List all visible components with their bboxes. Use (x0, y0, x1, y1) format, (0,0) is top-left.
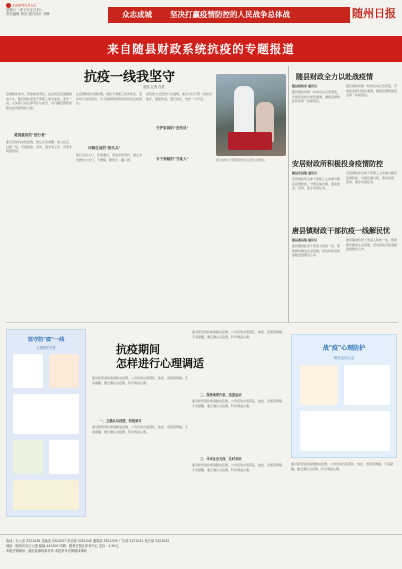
bottom-article-body-1: 面对新型冠状病毒肺炎疫情，公众容易出现紧张、焦虑、恐慌等情绪。专家提醒，要正确认识疫情，科学调适心理。 (92, 425, 188, 434)
volunteer-photo (216, 74, 286, 156)
main-article-para-3: 在疫情防控关键时期，财政干部职工放弃休息，坚持每天到岗到位，全力保障防控物资和资金及时到位。 (76, 92, 142, 105)
issue-weekday: 星期六 · 庚子年正月初八 (6, 8, 44, 12)
special-report-title: 来自随县财政系统抗疫的专题报道 (107, 42, 295, 56)
right-poster (291, 334, 397, 458)
left-poster-title: 坚守防"疫"一线 (27, 337, 65, 343)
right-article-3-title: 唐县镇财政干部抗疫一线解民忧 (292, 226, 390, 235)
main-article-byline: 随县 记者 作者 (143, 85, 165, 89)
column-divider (288, 66, 289, 322)
right-article-3-body-cont: 唐县镇财政所干部深入防控一线，帮助群众解决生活困难，把党和政府的温暖送到群众心中。 (346, 238, 398, 251)
bottom-article-body-2: 面对新型冠状病毒肺炎疫情，公众容易出现紧张、焦虑、恐慌等情绪。专家提醒，要正确认识疫情，科学调适心理。 (192, 330, 286, 339)
main-article-subhead-3: 守护家园的"宣传员" (156, 126, 189, 130)
left-poster-card-6 (13, 480, 79, 510)
left-poster-card-4 (13, 440, 43, 474)
main-article-subhead-1: 勇挑重担的"逆行者" (14, 133, 47, 137)
right-article-1-title: 随县财政全力以赴战疫情 (296, 72, 373, 81)
right-poster-card-3 (300, 411, 390, 451)
right-article-3-byline: 随县唐县镇 通讯员 (292, 238, 318, 242)
left-poster (6, 329, 86, 517)
right-bottom-body: 面对新型冠状病毒肺炎疫情，公众容易出现紧张、焦虑、恐慌等情绪。专家提醒，要正确认识疫情，科学调适心理。 (291, 462, 394, 471)
left-poster-card-3 (13, 394, 79, 434)
right-article-1-byline: 随县财政局 通讯员 (292, 84, 318, 88)
left-poster-card-5 (49, 440, 79, 474)
left-poster-subtitle: 心理防护手册 (36, 346, 56, 350)
right-poster-card-2 (344, 365, 390, 405)
bottom-article-subhead-3: 三、寻求社会支持，及时求助 (200, 457, 242, 461)
editor-credit: 责任编辑 何庆 版式设计 刘辉 (6, 12, 50, 17)
right-article-2-byline: 随县安居镇 通讯员 (292, 171, 318, 175)
bottom-article-body-4: 面对新型冠状病毒肺炎疫情，公众容易出现紧张、焦虑、恐慌等情绪。专家提醒，要正确认识疫情，科学调适心理。 (192, 463, 286, 472)
newspaper-logo: 随州日报 (352, 7, 396, 20)
footer-line-3: 本报法律顾问：湖北某律师事务所 本报常年法律顾问律师 (6, 549, 87, 553)
slogan-right: 坚决打赢疫情防控的人民战争总体战 (166, 7, 350, 23)
masthead-info (6, 3, 96, 33)
section-separator (6, 322, 398, 323)
right-article-1-body: 随县财政局第一时间启动应急预案，开辟资金拨付绿色通道，确保疫情防控资金第一时间到位。 (292, 90, 341, 103)
main-article-para-5: 深夜的卡点依然灯火通明，他们与村干部一起轮班值守，测量体温，登记信息，守护一方平安。 (146, 92, 212, 101)
issue-date: 2020年2月1日 (12, 3, 37, 8)
footer-line-2: 地址：随州市沿江大道 邮编 441300 印刷：随州日报社印务中心 定价：1.50元 (6, 544, 119, 548)
footer-line-1: 电话：办公室 3321036 总编室 3321037 采访部 3321040 通联部 3321039 广告部 3321041 发行部 3321042 (6, 539, 170, 543)
left-poster-card-1 (13, 354, 43, 388)
photo-shopping-cart (228, 132, 272, 150)
slogan-banner (108, 7, 346, 23)
right-poster-title: 战"疫"心理防护 (322, 345, 366, 352)
main-article-title: 抗疫一线我坚守 (84, 70, 176, 85)
bottom-article-subhead-1: 一、正确认识疫情，积极面对 (100, 419, 142, 423)
main-article-subhead-2: 冲锋在前的"排头兵" (88, 146, 121, 150)
slogan-left: 众志成城 (108, 7, 166, 23)
right-article-2-body-cont: 安居财政所全体干部职工主动参与辖区疫情防控，分组包保村组，落实排查、宣传、值守各项任务。 (346, 171, 398, 184)
bottom-article-subhead-2: 二、保持规律作息，适度运动 (200, 393, 242, 397)
right-poster-card-1 (300, 365, 338, 405)
bottom-article-title-line2: 怎样进行心理调适 (116, 357, 204, 370)
main-article-para-1: 疫情就是命令，防控就是责任。在这场没有硝烟的战斗中，随县财政系统干部职工闻令而动、坚守一线，以实际行动诠释责任与担当，为打赢疫情防控阻击战贡献财政力量。 (6, 92, 72, 110)
right-article-3-body: 唐县镇财政所干部深入防控一线，帮助群众解决生活困难，把党和政府的温暖送到群众心中。 (292, 244, 341, 257)
left-poster-card-2 (49, 354, 79, 388)
bottom-article-body-3: 面对新型冠状病毒肺炎疫情，公众容易出现紧张、焦虑、恐慌等情绪。专家提醒，要正确认识疫情，科学调适心理。 (192, 399, 286, 408)
photo-person-1 (234, 86, 254, 138)
right-article-2-body: 安居财政所全体干部职工主动参与辖区疫情防控，分组包保村组，落实排查、宣传、值守各项任务。 (292, 177, 341, 190)
right-poster-subtitle: 保持良好心态 (333, 356, 355, 360)
right-article-2-title: 安居财政所积极投身疫情防控 (292, 159, 383, 168)
main-article-para-2: 面对突如其来的疫情，他们主动请缨，深入社区、村组一线，开展排查、宣传、值守等工作，用坚守筑起防线。 (6, 140, 72, 153)
main-article-subhead-4: 甘于奉献的"守夜人" (156, 157, 189, 161)
bottom-article-title-line1: 抗疫期间 (116, 343, 160, 356)
photo-caption: 图为财政干部帮助群众运送生活物资。 (216, 158, 268, 162)
main-article-para-4: 他们走村入户，张贴通告、发放宣传资料，耐心劝导群众少出门、不聚集、勤洗手、戴口罩。 (76, 153, 142, 162)
right-article-1-body-cont: 随县财政局第一时间启动应急预案，开辟资金拨付绿色通道，确保疫情防控资金第一时间到位。 (346, 84, 398, 97)
bottom-article-lead: 面对新型冠状病毒肺炎疫情，公众容易出现紧张、焦虑、恐慌等情绪。专家提醒，要正确认识疫情，科学调适心理。 (92, 376, 188, 385)
footer (0, 534, 402, 569)
